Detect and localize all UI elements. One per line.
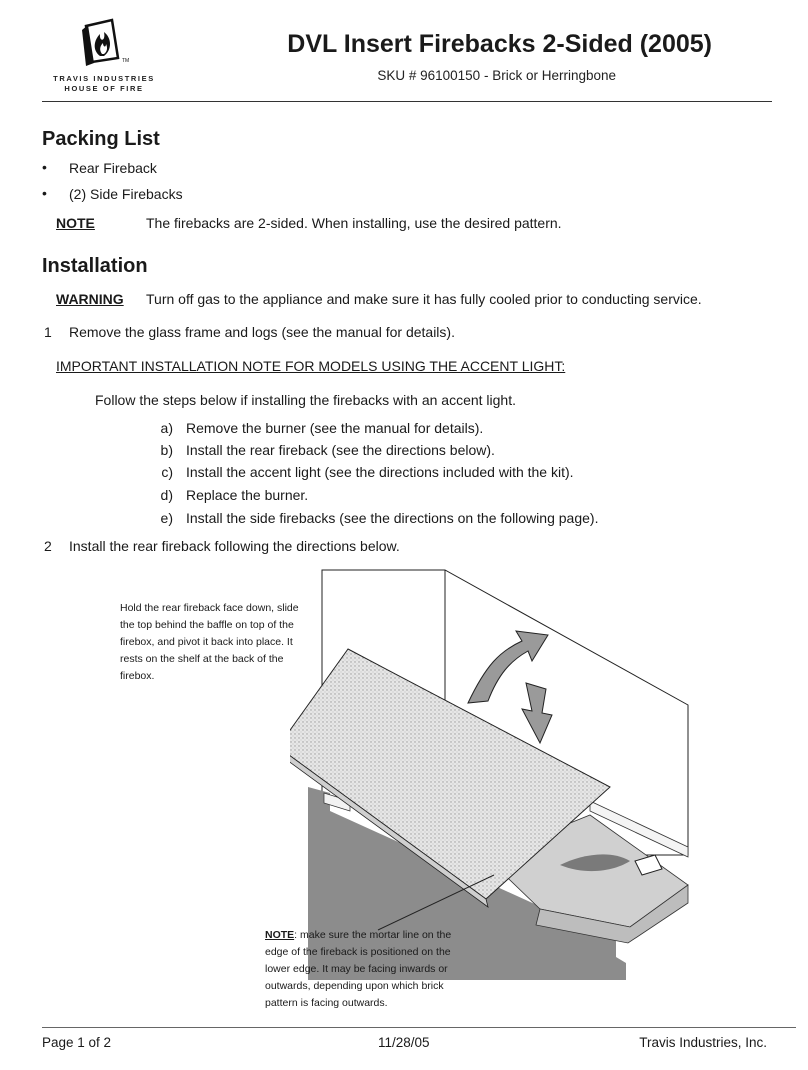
trademark-mark: TM (122, 58, 130, 64)
footer-page-number: Page 1 of 2 (42, 1035, 112, 1050)
figure-note-text: : make sure the mortar line on the edge of the fireback is positioned on the lower edge. It may be facing inwards or outwards, depending upon which brick pattern is facing outwards. (265, 929, 452, 1009)
footer-date: 11/28/05 (378, 1035, 430, 1050)
packing-list-heading: Packing List (42, 128, 160, 150)
step-number: 2 (44, 538, 52, 554)
substep-letter: c) (161, 464, 173, 480)
follow-text: Follow the steps below if installing the firebacks with an accent light. (95, 392, 516, 408)
substep-letter: e) (160, 510, 173, 526)
brand-name: TRAVIS INDUSTRIES (53, 74, 155, 83)
figure-note (265, 927, 470, 1012)
substep-letter: d) (160, 487, 173, 503)
note-text: The firebacks are 2-sided. When installing, use the desired pattern. (146, 215, 562, 231)
substep-text: Install the accent light (see the directions included with the kit). (186, 464, 574, 480)
packing-item: (2) Side Firebacks (69, 186, 183, 202)
substep-text: Install the side firebacks (see the directions on the following page). (186, 510, 599, 526)
figure-note-label: NOTE (265, 929, 295, 941)
step-number: 1 (44, 324, 52, 340)
step-text: Remove the glass frame and logs (see the manual for details). (69, 324, 455, 340)
substep-text: Remove the burner (see the manual for details). (186, 420, 484, 436)
substep-letter: b) (160, 442, 173, 458)
brand-logo (42, 16, 166, 96)
substep-letter: a) (160, 420, 173, 436)
substep-text: Replace the burner. (186, 487, 309, 503)
page-subtitle: SKU # 96100150 - Brick or Herringbone (377, 68, 616, 83)
warning-label: WARNING (56, 291, 124, 307)
warning-text: Turn off gas to the appliance and make sure it has fully cooled prior to conducting service. (146, 291, 702, 307)
installation-heading: Installation (42, 255, 148, 277)
important-note: IMPORTANT INSTALLATION NOTE FOR MODELS USING THE ACCENT LIGHT: (56, 358, 566, 374)
figure-caption: Hold the rear fireback face down, slide the top behind the baffle on top of the firebox, and pivot it back into place. It rests on the shelf at the back of the firebox. (120, 602, 299, 682)
footer-company: Travis Industries, Inc. (639, 1035, 767, 1050)
substep-text: Install the rear fireback (see the directions below). (186, 442, 495, 458)
packing-item: Rear Fireback (69, 160, 157, 176)
bullet-icon: • (42, 159, 47, 175)
bullet-icon: • (42, 185, 47, 201)
brand-tagline: HOUSE OF FIRE (64, 84, 144, 93)
fireback-installation-illustration (290, 565, 710, 980)
footer-divider (42, 1027, 796, 1028)
step-text: Install the rear fireback following the directions below. (69, 538, 400, 554)
note-label: NOTE (56, 215, 95, 231)
page-title: DVL Insert Firebacks 2-Sided (2005) (287, 30, 712, 58)
header-divider (42, 101, 772, 102)
flame-logo-icon (42, 16, 166, 74)
